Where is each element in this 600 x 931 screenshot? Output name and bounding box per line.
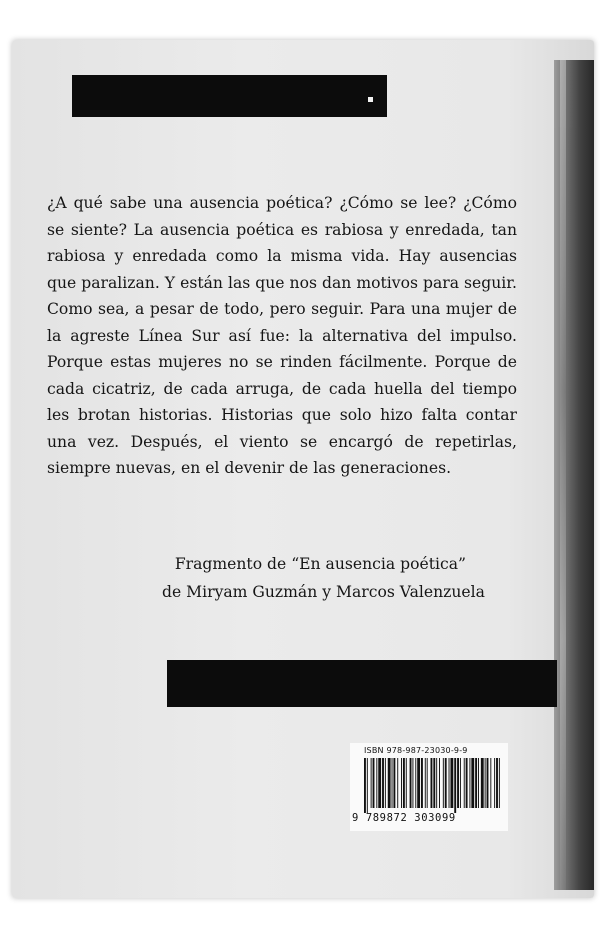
- barcode-digits: 9 789872 303099: [352, 812, 456, 824]
- barcode-bar: [439, 758, 440, 808]
- bottom-black-bar: [167, 660, 557, 707]
- barcode-bar: [460, 758, 461, 808]
- barcode-bar: [415, 758, 416, 808]
- barcode-bar: [454, 758, 456, 813]
- barcode-bar: [392, 758, 393, 808]
- barcode-bar: [427, 758, 428, 808]
- barcode-bar: [393, 758, 395, 808]
- synopsis-text: [47, 190, 517, 482]
- barcode-bar: [378, 758, 381, 808]
- barcode-bar: [478, 758, 479, 808]
- barcode-bar: [485, 758, 486, 808]
- credit-line-1: Fragmento de “En ausencia poética”: [174, 555, 466, 573]
- credit-line-2: de Miryam Guzmán y Marcos Valenzuela: [162, 583, 485, 601]
- barcode-bars: [362, 758, 502, 813]
- barcode-bar: [443, 758, 444, 808]
- barcode-bar: [464, 758, 465, 808]
- barcode-bar: [388, 758, 391, 808]
- top-bar-dot: [368, 97, 373, 102]
- isbn-text: ISBN 978-987-23030-9-9: [364, 746, 468, 755]
- barcode-bar: [490, 758, 491, 808]
- barcode-bar: [494, 758, 495, 808]
- barcode-bar: [450, 758, 453, 808]
- top-black-bar: [72, 75, 387, 117]
- book-spine: [554, 60, 594, 890]
- excerpt-credit: [162, 550, 485, 606]
- barcode-bar: [466, 758, 468, 808]
- barcode-bar: [496, 758, 498, 808]
- barcode-bar: [412, 758, 413, 808]
- barcode-bar: [481, 758, 484, 808]
- barcode-bar: [499, 758, 500, 808]
- barcode-bar: [397, 758, 398, 808]
- barcode-bar: [487, 758, 489, 808]
- barcode-bar: [406, 758, 407, 808]
- barcode-bar: [371, 758, 372, 808]
- barcode-label: [350, 743, 508, 831]
- barcode-bar: [373, 758, 375, 808]
- barcode-bar: [417, 758, 420, 808]
- barcode-bar: [431, 758, 433, 808]
- barcode-bar: [433, 758, 435, 808]
- barcode-bar: [469, 758, 470, 808]
- barcode-bar: [367, 758, 368, 813]
- book-back-cover: [12, 40, 594, 898]
- barcode-bar: [403, 758, 405, 808]
- barcode-bar: [471, 758, 474, 808]
- barcode-bar: [385, 758, 386, 808]
- barcode-bar: [425, 758, 426, 808]
- barcode-bar: [410, 758, 412, 808]
- barcode-bar: [449, 758, 450, 808]
- synopsis-paragraph: ¿A qué sabe una ausencia poética? ¿Cómo se lee? ¿Cómo se siente? La ausencia poética es rabiosa y enredada, tan rabiosa y enredada como la misma vida. Hay ausencias que paralizan. Y están las que nos dan motivos para seguir. Como sea, a pesar de todo, pero seguir. Para una mujer de la agreste Línea Sur así fue: la alternativa del impulso. Porque estas mujeres no se rinden fácilmente. Porque de cada cicatriz, de cada arruga, de cada huella del tiempo les brotan historias. Historias que solo hizo falta contar una vez. Después, el viento se encargó de repetirlas, siempre nuevas, en el devenir de las generaciones.: [47, 194, 517, 477]
- barcode-bar: [445, 758, 447, 808]
- barcode-bar: [421, 758, 423, 808]
- barcode-bar: [457, 758, 459, 808]
- barcode-bar: [475, 758, 477, 808]
- barcode-bar: [401, 758, 402, 808]
- barcode-bar: [376, 758, 377, 808]
- barcode-bar: [436, 758, 437, 808]
- barcode-bar: [364, 758, 366, 813]
- barcode-bar: [382, 758, 384, 808]
